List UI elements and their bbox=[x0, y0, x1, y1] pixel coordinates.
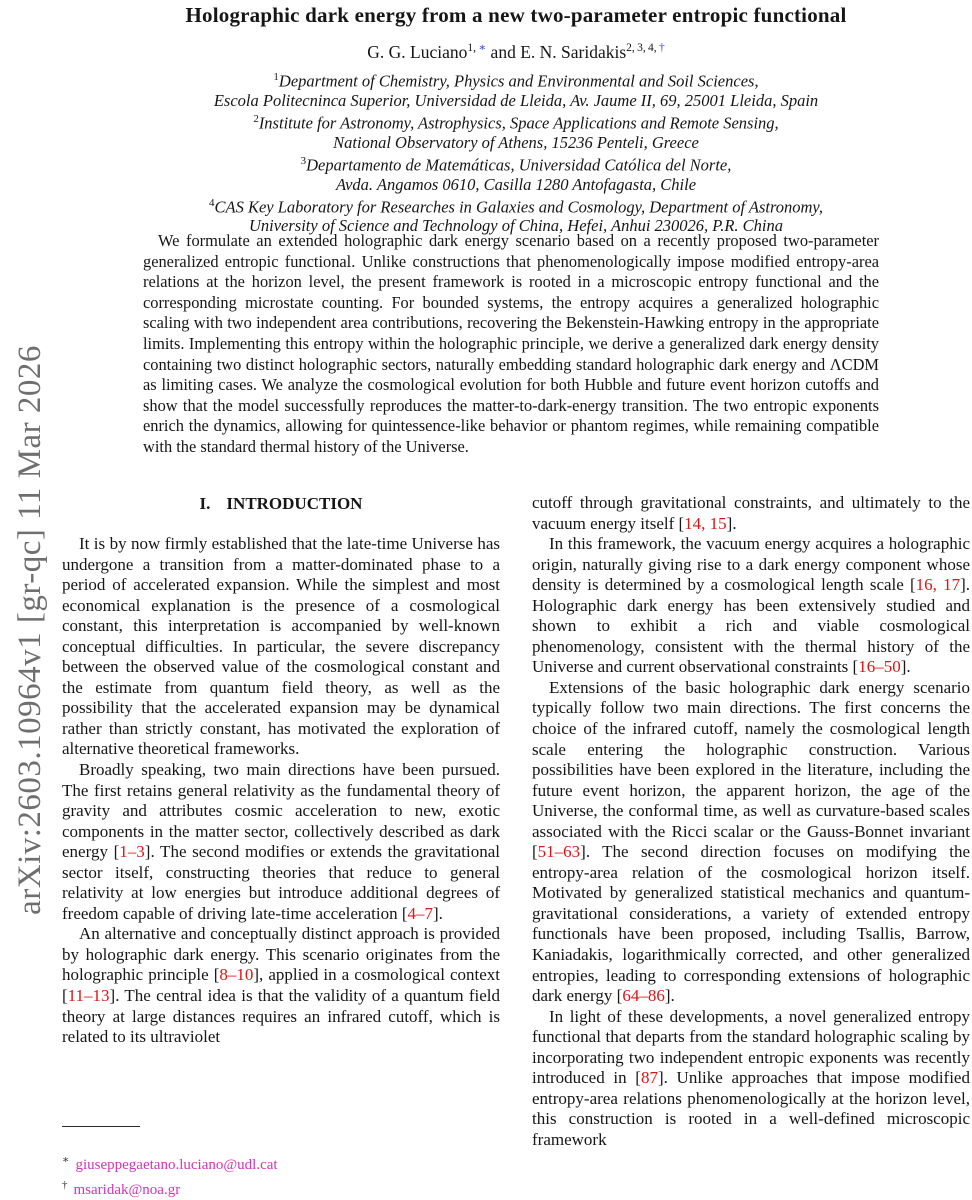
footnote-symbol: † bbox=[62, 1178, 68, 1191]
citation-link[interactable]: 8–10 bbox=[219, 965, 254, 985]
paragraph: It is by now firmly established that the late-time Universe has undergone a transition from a matter-dominated phase to a period of accelerated expansion. While the simplest and most economical explanation is the presence of a cosmological constant, this interpretation is accompanied by well-known conceptual difficulties. In particular, the severe discrepancy between the observed value of the cosmological constant and the estimate from quantum field theory, as well as the possibility that the accelerated expansion may be dynamical rather than strictly constant, has motivated the exploration of alternative theoretical frameworks. bbox=[62, 534, 500, 759]
email-link[interactable]: giuseppegaetano.luciano@udl.cat bbox=[75, 1157, 278, 1173]
citation-link[interactable]: 11–13 bbox=[67, 986, 110, 1006]
section-title: INTRODUCTION bbox=[226, 494, 363, 513]
citation-link[interactable]: 16, 17 bbox=[915, 575, 961, 595]
citation-link[interactable]: 14, 15 bbox=[684, 513, 727, 533]
arxiv-stamp: arXiv:2603.10964v1 [gr-qc] 11 Mar 2026 bbox=[12, 345, 48, 915]
footnote bbox=[62, 1151, 500, 1176]
affiliation-text: National Observatory of Athens, 15236 Penteli, Greece bbox=[333, 132, 699, 152]
author-affil-sup: 2, 3, 4, bbox=[626, 42, 659, 54]
affiliation-text: University of Science and Technology of China, Hefei, Anhui 230026, P.R. China bbox=[248, 216, 784, 236]
author-affiliation-marks bbox=[467, 42, 486, 54]
paragraph: cutoff through gravitational constraints, and ultimately to the vacuum energy itself [14, 15]. bbox=[532, 493, 970, 533]
citation-link[interactable]: 64–86 bbox=[622, 986, 665, 1006]
affiliation-line bbox=[62, 68, 970, 91]
section-number: I. bbox=[199, 494, 211, 513]
abstract: We formulate an extended holographic dark energy scenario based on a recently proposed two-parameter generalized entropic functional. Unlike constructions that phenomenologically impose modified entropy-area relations at the horizon level, the present framework is rooted in a microscopic entropy functional and the corresponding microstate counting. For bounded systems, the entropy acquires a generalized holographic scaling with two independent area contributions, recovering the Bekenstein-Hawking entropy in the appropriate limits. Implementing this entropy within the holographic principle, we derive a generalized dark energy density containing two distinct holographic sectors, naturally embedding standard holographic dark energy and ΛCDM as limiting cases. We analyze the cosmological evolution for both Hubble and future event horizon cutoffs and show that the model successfully reproduces the matter-to-dark-energy transition. The two entropic exponents enrich the dynamics, allowing for quintessence-like behavior or phantom regimes, while remaining compatible with the standard thermal history of the Universe. bbox=[143, 231, 879, 456]
footnotes-block bbox=[62, 1126, 500, 1200]
affiliation-text: Institute for Astronomy, Astrophysics, Space Applications and Remote Sensing, bbox=[258, 113, 779, 133]
affiliations-block bbox=[62, 68, 970, 236]
paragraph: In light of these developments, a novel generalized entropy functional that departs from the standard holographic scaling by incorporating two independent entropic exponents was recently introduced in [87]. Unlike approaches that impose modified entropy-area relations phenomenologically at the horizon level, this construction is rooted in a well-defined microscopic framework bbox=[532, 1006, 970, 1149]
citation-link[interactable]: 51–63 bbox=[537, 842, 581, 862]
affiliation-sup: 2 bbox=[253, 112, 259, 125]
paragraph: Broadly speaking, two main directions have been pursued. The first retains general relativity as the fundamental theory of gravity and attributes cosmic acceleration to new, exotic components in the matter sector, collectively described as dark energy [1–3]. The second modifies or extends the gravitational sector itself, constructing theories that reduce to general relativity at low energies but introduce additional degrees of freedom capable of driving late-time acceleration [4–7]. bbox=[62, 760, 500, 923]
citation-link[interactable]: 1–3 bbox=[119, 842, 145, 862]
author-footnote-link[interactable]: ∗ bbox=[478, 42, 487, 54]
affiliation-sup: 1 bbox=[273, 71, 279, 83]
paragraph: In this framework, the vacuum energy acquires a holographic origin, naturally giving rise to a dark energy component whose density is determined by a cosmological length scale [16, 17]. Holographic dark energy has been extensively studied and shown to exhibit a rich and viable cosmological phenomenology, consistent with the thermal history of the Universe and current observational constraints [16–50]. bbox=[532, 534, 970, 677]
affiliation-sup: 4 bbox=[209, 196, 215, 209]
citation-link[interactable]: 87 bbox=[640, 1068, 658, 1088]
affiliation-line bbox=[62, 110, 970, 133]
author-footnote-link[interactable]: † bbox=[658, 42, 665, 54]
footnote bbox=[62, 1176, 500, 1200]
section-heading bbox=[62, 493, 500, 514]
citation-link[interactable]: 16–50 bbox=[858, 657, 901, 677]
paragraph: Extensions of the basic holographic dark energy scenario typically follow two main directions. The first concerns the choice of the infrared cutoff, namely the cosmological length scale entering the holographic construction. Various possibilities have been explored in the literature, including the future event horizon, the apparent horizon, the age of the Universe, the conformal time, as well as curvature-based scales associated with the Ricci scalar or the Gauss-Bonnet invariant [51–63]. The second direction focuses on modifying the entropy-area relation of the cosmological horizon itself. Motivated by generalized statistical mechanics and quantum-gravitational considerations, a variety of extended entropy functionals have been proposed, including Tsallis, Barrow, Kaniadakis, logarithmically corrected, and other generalized entropies, leading to corresponding extensions of holographic dark energy [64–86]. bbox=[532, 677, 970, 1006]
affiliation-line bbox=[62, 91, 970, 110]
affiliation-text: CAS Key Laboratory for Researches in Galaxies and Cosmology, Department of Astronomy, bbox=[214, 197, 823, 217]
email-link[interactable]: msaridak@noa.gr bbox=[73, 1181, 181, 1198]
author-affiliation-marks bbox=[626, 42, 665, 54]
citation-link[interactable]: 4–7 bbox=[407, 903, 433, 923]
affiliation-sup: 3 bbox=[300, 154, 307, 167]
affiliation-line bbox=[62, 152, 970, 175]
author-name: G. G. Luciano bbox=[367, 41, 468, 62]
affiliation-text: Department of Chemistry, Physics and Environmental and Soil Sciences, bbox=[278, 71, 759, 91]
author-name: E. N. Saridakis bbox=[520, 41, 627, 62]
author-line bbox=[62, 40, 970, 63]
right-column bbox=[532, 493, 970, 1200]
affiliation-line bbox=[62, 194, 970, 217]
affiliation-text: Departamento de Matemáticas, Universidad Católica del Norte, bbox=[306, 155, 732, 175]
author-affil-sup: 1, bbox=[467, 42, 479, 54]
footnote-symbol: ∗ bbox=[62, 1154, 70, 1166]
footnote-rule bbox=[62, 1126, 140, 1127]
affiliation-text: Escola Politecninca Superior, Universidad de Lleida, Av. Jaume II, 69, 25001 Lleida, Spain bbox=[213, 90, 819, 110]
affiliation-line bbox=[62, 133, 970, 152]
left-column bbox=[62, 493, 500, 1048]
author-conjunction: and bbox=[486, 41, 521, 62]
affiliation-text: Avda. Angamos 0610, Casilla 1280 Antofagasta, Chile bbox=[335, 174, 697, 194]
paragraph: An alternative and conceptually distinct approach is provided by holographic dark energy. This scenario originates from the holographic principle [8–10], applied in a cosmological context [11–13]. The central idea is that the validity of a quantum field theory at large distances requires an infrared cutoff, which is related to its ultraviolet bbox=[62, 924, 500, 1047]
affiliation-line bbox=[62, 175, 970, 194]
paper-title: Holographic dark energy from a new two-parameter entropic functional bbox=[185, 3, 847, 27]
